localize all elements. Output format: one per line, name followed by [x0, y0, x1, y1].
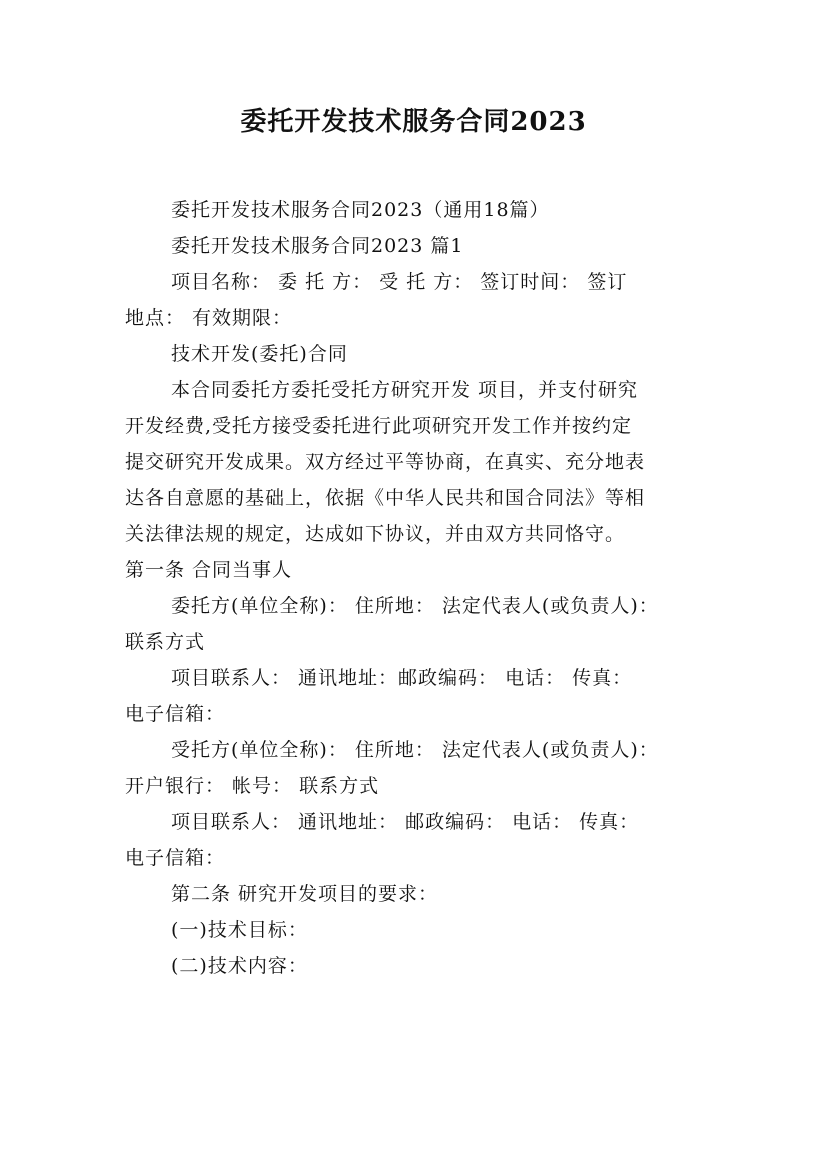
paragraph-line: 开户银行： 帐号： 联系方式 [125, 775, 380, 797]
paragraph-line: 委托方(单位全称)： 住所地： 法定代表人(或负责人)： [171, 595, 659, 617]
subtitle-line: 委托开发技术服务合同2023（通用18篇） [171, 199, 550, 221]
paragraph-line: 项目名称： 委 托 方： 受 托 方： 签订时间： 签订 [171, 271, 628, 293]
contract-type-line: 技术开发(委托)合同 [171, 343, 348, 365]
paragraph-line: 电子信箱： [125, 847, 226, 869]
paragraph-line: 电子信箱： [125, 703, 226, 725]
paragraph-line: 项目联系人： 通讯地址： 邮政编码： 电话： 传真： [171, 811, 640, 833]
paragraph-line: 关法律法规的规定，达成如下协议，并由双方共同恪守。 [125, 523, 626, 545]
article-heading-2: 第二条 研究开发项目的要求： [171, 883, 439, 905]
paragraph-line: 项目联系人： 通讯地址：邮政编码： 电话： 传真： [171, 667, 633, 689]
section-heading-1: 委托开发技术服务合同2023 篇1 [171, 235, 464, 257]
document-body [125, 192, 705, 984]
list-item: (一)技术目标： [171, 919, 308, 941]
paragraph-line: 受托方(单位全称)： 住所地： 法定代表人(或负责人)： [171, 739, 659, 761]
paragraph-line: 开发经费,受托方接受委托进行此项研究开发工作并按约定 [125, 415, 633, 437]
article-heading-1: 第一条 合同当事人 [125, 559, 293, 581]
list-item: (二)技术内容： [171, 955, 308, 977]
paragraph-line: 联系方式 [125, 631, 206, 653]
paragraph-line: 地点： 有效期限： [125, 307, 293, 329]
paragraph-line: 提交研究开发成果。双方经过平等协商，在真实、充分地表 [125, 451, 646, 473]
paragraph-line: 达各自意愿的基础上，依据《中华人民共和国合同法》等相 [125, 487, 646, 509]
document-title: 委托开发技术服务合同2023 [240, 107, 587, 137]
paragraph-line: 本合同委托方委托受托方研究开发 项目，并支付研究 [171, 379, 639, 401]
